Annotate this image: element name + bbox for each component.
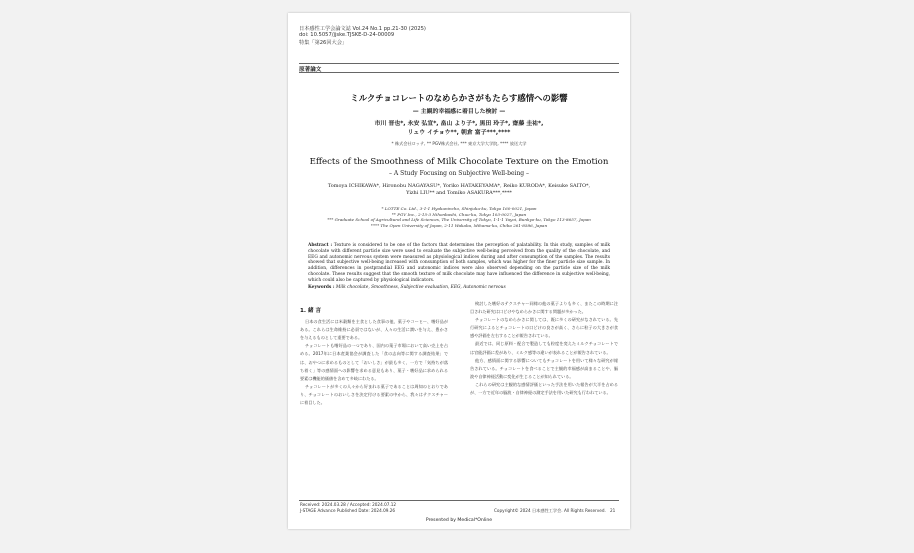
body-paragraph: 最近では、同じ原料・配合で製造しても粒度を変えたミルクチョコレートでは官能評価に差があり、ミルク感等の違いが表れることが報告されている。 (470, 341, 618, 355)
abstract-text: Texture is considered to be one of the factors that determines the perception of palatability. In this study, samples of milk chocolate with different particle size were used to evaluate the subjective well-being perceived from the quality of the chocolate, and EEG and autonomic nervous system were measured as physiological indices during and after consumption of the samples. The results showed that subjective well-being increased with consumption of both samples, which was higher for the finer particle size sample. In addition, differences in postprandial EEG and autonomic indices were also observed depending on the particle size of the milk chocolate. These results suggest that the smooth texture of milk chocolate may have influenced the difference in subjective well-being, which could also be captured by physiological indicators. (308, 243, 610, 283)
affiliation-en-1: * LOTTE Co. Ltd., 3-1-1 Hyakunincho, Shinjuku-ku, Tokyo 160-0021, Japan (381, 206, 537, 211)
title-english: Effects of the Smoothness of Milk Chocolate Texture on the Emotion (309, 157, 609, 167)
subtitle-japanese: — 主観的幸福感に着目した検討 — (412, 109, 506, 115)
subtitle-english: – A Study Focusing on Subjective Well-being – (388, 170, 530, 177)
abstract (308, 243, 610, 284)
body-paragraph: チョコレートも嗜好品の一つであり、国内の菓子市場において高い売上を占める。2017年に日本産業協会が調査した「食の志向等に関する調査結果」では、おやつに求めるものとして「おいしさ」が最も多く、一方で「気持ちが落ち着く」等の感情面への影響を求める意見もあり、菓子・嗜好品に求められる要素は機能的価値を含めて多岐にわたる。 (300, 343, 448, 381)
authors-japanese-line-2: リュウ イチョウ**, 朝倉 富子***,**** (407, 129, 511, 136)
keywords (308, 285, 610, 290)
header-rule-bottom (299, 72, 619, 73)
body-paragraph: 検討した嗜好のテクスチャー同様の他の菓子よりも多く、またこの時期に注目された研究は口どけやなめらかさに関する問題が多かった。 (470, 301, 618, 315)
body-paragraph: 日本の食生活には米穀類を主食とした食事の他、菓子やコーヒー、嗜好品がある。これらは生命維持に必須ではないが、人々の生活に潤いを与え、豊かさを与えるものとして重要である。 (300, 319, 448, 341)
abstract-label: Abstract : (308, 243, 333, 248)
page-number: 21 (610, 508, 616, 513)
presented-by: Presented by Medical*Online (425, 518, 493, 523)
affiliation-en-2: ** PGV Inc., 2-15-3 Nihonbashi, Chuo-ku, Tokyo 103-0027, Japan (391, 211, 527, 217)
body-paragraph: チョコレートのなめらかさに関しては、既に多くの研究がなされている。先行研究によるとチョコレートの口どけの良さが高く、さらに粒子の大きさが食感や評価を左右することが報告されている。 (470, 317, 618, 339)
title-japanese: ミルクチョコレートのなめらかさがもたらす感情への影響 (350, 93, 568, 103)
body-paragraph: 他方、感情面に関する影響についてもチョコレートを用いて様々な研究が報告されている。チョコレートを食べることで主観的幸福感が高まることや、脳波や自律神経活動に変化が生じることが知られている。 (470, 357, 618, 379)
authors-japanese-line-1: 市川 晋也*, 永安 弘宣*, 畠山 より子*, 黒田 玲子*, 齋藤 圭祐*, (374, 121, 544, 127)
journal-doi[interactable]: doi: 10.5057/jjske.TJSKE-D-24-00009 (299, 32, 395, 38)
body-column-right (470, 300, 618, 397)
footer-rule (299, 500, 619, 501)
affiliation-en-3: *** Graduate School of Agricultural and Life Sciences, The University of Tokyo, 1-1-1 Yayoi, Bunkyo-ku, Tokyo 113-8657, Japan (327, 217, 591, 223)
journal-citation: 日本感性工学会論文誌 Vol.24 No.1 pp.21-30 (2025) (299, 26, 426, 32)
affiliations-english (288, 206, 630, 228)
issue-note: 特集「第26回大会」 (299, 40, 348, 46)
authors-english-line-1: Tomoya ICHIKAWA*, Hironobu NAGAYASU*, Yoriko HATAKEYAMA*, Reiko KURODA*, Keisuke SAITO*, (327, 183, 591, 189)
keywords-text: Milk chocolate, Smoothness, Subjective evaluation, EEG, Autonomic nervous (335, 285, 506, 290)
article-category: 原著論文 (299, 67, 322, 73)
advance-publication-date: J-STAGE Advance Published Date: 2024.09.26 (300, 508, 396, 513)
received-dates: Received: 2024.03.28 / Accepted: 2024.07.12 (300, 502, 397, 507)
authors-japanese (288, 120, 630, 137)
header-rule-top (299, 63, 619, 64)
body-paragraph: チョコレートが多くの人々から好まれる菓子であることは周知のとおりであり、チョコレートのおいしさを決定付ける要素の中から、我々はテクスチャーに着目した。 (300, 383, 448, 406)
body-column-left (300, 307, 448, 407)
authors-english (288, 183, 630, 197)
paper-page (288, 13, 630, 529)
authors-english-line-2: Yizhi LIU** and Tomiko ASAKURA***,**** (406, 190, 512, 197)
body-paragraph: これらの研究は主観的な感情評価といった手法を用いた報告が大半を占めるが、一方で近年の脳波・自律神経の測定手法を用いた研究も行われている。 (470, 381, 618, 396)
copyright: Copyright© 2024 日本感性工学会. All Rights Reserved. (494, 508, 606, 513)
affiliation-en-4: **** The Open University of Japan, 2-11 Wakaba, Mihama-ku, Chiba 261-8586, Japan (370, 222, 548, 228)
section-heading: 1. 緒 言 (300, 308, 322, 314)
affiliations-japanese: * 株式会社ロッテ, ** PGV株式会社, *** 東京大学大学院, **** 放送大学 (391, 141, 527, 146)
keywords-label: Keywords : (308, 285, 335, 290)
